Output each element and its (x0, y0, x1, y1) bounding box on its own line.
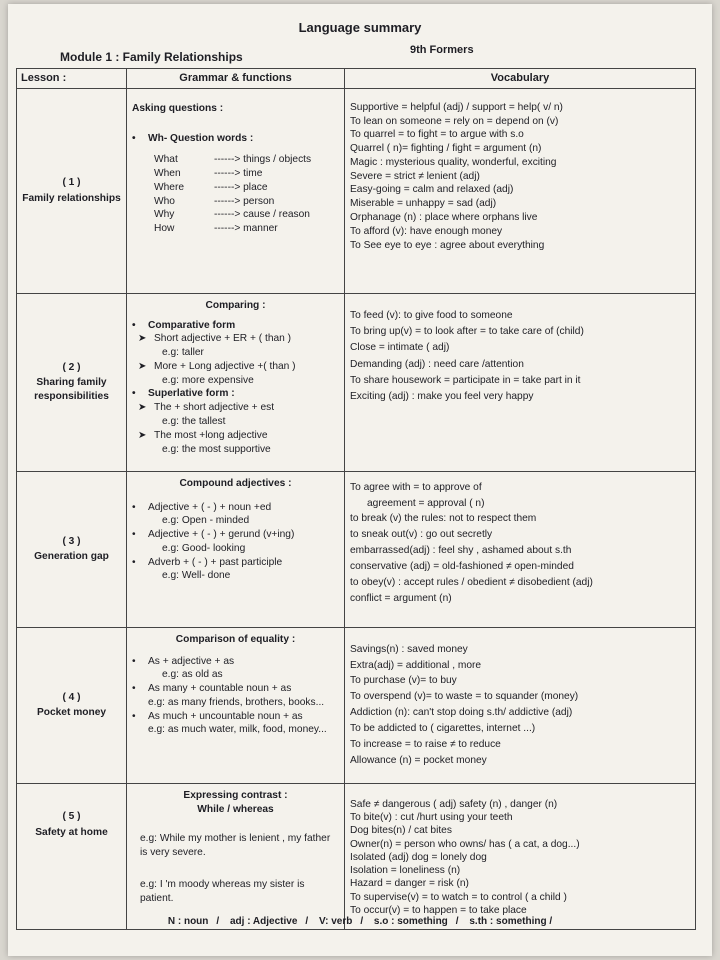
vocab-line: Supportive = helpful (adj) / support = help( v/ n) (350, 101, 563, 113)
vocab-line: To feed (v): to give food to someone (350, 309, 513, 321)
vocab-line: Close = intimate ( adj) (350, 342, 450, 354)
grammar-example: e.g: I 'm moody whereas my sister is patient. (140, 878, 305, 904)
lesson-name: Pocket money (36, 707, 107, 719)
page-title: Language summary (298, 20, 422, 35)
module-label: Module 1 : Family Relationships (60, 50, 243, 64)
vocabulary-cell (345, 783, 696, 929)
vocab-line: to obey(v) : accept rules / obedient ≠ disobedient (adj) (350, 576, 593, 588)
grammar-title: Asking questions : (132, 102, 224, 114)
vocabulary-cell (345, 293, 696, 471)
vocab-line: To lean on someone = rely on = depend on (v) (350, 115, 559, 127)
lesson-column-header: Lesson : (17, 69, 127, 89)
vocab-line: Magic : mysterious quality, wonderful, exciting (350, 156, 557, 168)
vocab-line: Isolated (adj) dog = lonely dog (350, 851, 487, 863)
table-row (17, 88, 696, 293)
wh-word: When (154, 168, 181, 180)
vocabulary-cell (345, 627, 696, 783)
vocab-line: To bite(v) : cut /hurt using your teeth (350, 812, 513, 824)
vocab-line: agreement = approval ( n) (350, 497, 485, 509)
legend-item: N : noun (167, 916, 209, 927)
grammar-line: ➤ The most +long adjective (138, 429, 268, 441)
lesson-cell (17, 88, 127, 293)
lesson-cell (17, 471, 127, 627)
vocab-line: Miserable = unhappy = sad (adj) (350, 198, 497, 210)
lesson-name: Family relationships (22, 192, 121, 204)
grammar-example: e.g: Well- done (162, 570, 231, 582)
vocab-line: Isolation = loneliness (n) (350, 865, 461, 877)
grammar-line: • Adjective + ( - ) + noun +ed (132, 501, 272, 513)
vocab-line: Demanding (adj) : need care /attention (350, 358, 524, 370)
lesson-number: ( 4 ) (62, 691, 81, 703)
grammar-cell (127, 88, 345, 293)
grammar-column-header: Grammar & functions (127, 69, 345, 89)
legend-item: s.o : something (373, 916, 448, 927)
grammar-title: Expressing contrast : (183, 789, 288, 801)
grammar-example: e.g: as much water, milk, food, money... (148, 724, 327, 736)
grammar-line: • As much + uncountable noun + as (132, 710, 303, 722)
grammar-line: • As + adjective + as (132, 655, 235, 667)
vocab-line: to break (v) the rules: not to respect them (350, 513, 537, 525)
vocabulary-cell (345, 88, 696, 293)
grammar-example: e.g: more expensive (162, 374, 254, 386)
abbreviation-legend: N : noun / adj : Adjective / V: verb / s.o : something / s.th : something / (167, 916, 553, 927)
vocab-line: embarrassed(adj) : feel shy , ashamed about s.th (350, 545, 572, 557)
grammar-line: ➤ More + Long adjective +( than ) (138, 360, 296, 372)
grammar-cell (127, 627, 345, 783)
wh-meaning: ------> things / objects (214, 154, 312, 166)
vocab-line: Dog bites(n) / cat bites (350, 825, 452, 837)
grammar-example: e.g: Open - minded (162, 515, 250, 527)
grammar-line: ➤ Short adjective + ER + ( than ) (138, 333, 292, 345)
grammar-title: Comparing : (205, 299, 266, 311)
vocab-line: To increase = to raise ≠ to reduce (350, 738, 501, 750)
grammar-cell (127, 783, 345, 929)
wh-meaning: ------> person (214, 195, 275, 207)
legend-item: s.th : something / (469, 916, 553, 927)
formers-label: 9th Formers (410, 44, 474, 56)
wh-words-list (132, 153, 339, 236)
vocab-line: To share housework = participate in = take part in it (350, 375, 581, 387)
vocabulary-cell (345, 471, 696, 627)
vocab-line: Exciting (adj) : make you feel very happy (350, 391, 534, 403)
vocab-line: Owner(n) = person who owns/ has ( a cat, a dog...) (350, 838, 580, 850)
lesson-name: Sharing family responsibilities (34, 377, 109, 403)
grammar-line: ➤ The + short adjective + est (138, 402, 275, 414)
grammar-line: • As many + countable noun + as (132, 683, 292, 695)
grammar-example: e.g: as many friends, brothers, books... (148, 696, 325, 708)
vocab-line: To overspend (v)= to waste = to squander (money) (350, 691, 579, 703)
lesson-number: ( 3 ) (62, 535, 81, 547)
vocab-line: Severe = strict ≠ lenient (adj) (350, 170, 480, 182)
grammar-cell (127, 471, 345, 627)
wh-word: Where (154, 181, 185, 193)
grammar-line: • Adverb + ( - ) + past participle (132, 556, 283, 568)
lesson-cell (17, 783, 127, 929)
grammar-cell (127, 293, 345, 471)
vocab-line: to sneak out(v) : go out secretly (350, 529, 493, 541)
lesson-cell (17, 627, 127, 783)
vocab-line: To afford (v): have enough money (350, 225, 503, 237)
table-row (17, 293, 696, 471)
vocab-line: To See eye to eye : agree about everything (350, 239, 545, 251)
summary-table (16, 68, 696, 930)
vocab-line: Savings(n) : saved money (350, 643, 468, 655)
grammar-example: e.g: Good- looking (162, 542, 246, 554)
vocab-line: Hazard = danger = risk (n) (350, 878, 469, 890)
legend-item: adj : Adjective (229, 916, 298, 927)
grammar-subtitle: While / whereas (197, 803, 274, 815)
table-row (17, 627, 696, 783)
wh-meaning: ------> cause / reason (214, 209, 310, 221)
vocab-line: Extra(adj) = additional , more (350, 659, 482, 671)
vocab-line: To occur(v) = to happen = to take place (350, 904, 527, 916)
grammar-example: e.g: taller (162, 347, 204, 359)
vocab-line: Easy-going = calm and relaxed (adj) (350, 184, 514, 196)
grammar-example: e.g: as old as (162, 669, 223, 681)
legend-item: V: verb (318, 916, 353, 927)
wh-meaning: ------> time (214, 168, 263, 180)
document-page (8, 4, 712, 956)
vocabulary-column-header: Vocabulary (345, 69, 696, 89)
table-row (17, 783, 696, 929)
vocab-line: Allowance (n) = pocket money (350, 754, 487, 766)
grammar-line: • Adjective + ( - ) + gerund (v+ing) (132, 529, 295, 541)
grammar-title: Comparison of equality : (175, 633, 296, 645)
wh-meaning: ------> place (214, 181, 268, 193)
vocab-line: To bring up(v) = to look after = to take care of (child) (350, 326, 584, 338)
grammar-line: • Superlative form : (132, 388, 235, 400)
vocab-line: To quarrel = to fight = to argue with s.o (350, 129, 524, 141)
wh-word: How (154, 223, 175, 235)
lesson-number: ( 1 ) (62, 177, 81, 189)
vocab-line: To purchase (v)= to buy (350, 675, 457, 687)
grammar-example: e.g: the most supportive (162, 443, 271, 455)
table-row (17, 471, 696, 627)
vocab-line: To supervise(v) = to watch = to control ( a child ) (350, 891, 567, 903)
grammar-example: e.g: While my mother is lenient , my father is very severe. (140, 833, 331, 859)
grammar-bullet: • Wh- Question words : (132, 132, 254, 144)
vocab-line: conservative (adj) = old-fashioned ≠ open-minded (350, 560, 574, 572)
table-header-row (17, 69, 696, 89)
lesson-number: ( 5 ) (62, 810, 81, 822)
vocab-line: conflict = argument (n) (350, 592, 452, 604)
vocab-line: Quarrel ( n)= fighting / fight = argument (n) (350, 143, 542, 155)
grammar-line: • Comparative form (132, 319, 236, 331)
vocab-line: Addiction (n): can't stop doing s.th/ addictive (adj) (350, 707, 573, 719)
wh-word: Who (154, 195, 175, 207)
lesson-cell (17, 293, 127, 471)
grammar-title: Compound adjectives : (179, 477, 292, 489)
lesson-name: Generation gap (34, 551, 109, 563)
vocab-line: Orphanage (n) : place where orphans live (350, 211, 538, 223)
wh-word: Why (154, 209, 175, 221)
grammar-example: e.g: the tallest (162, 415, 226, 427)
vocab-line: To be addicted to ( cigarettes, internet ...) (350, 722, 536, 734)
lesson-name: Safety at home (35, 826, 108, 838)
lesson-number: ( 2 ) (62, 361, 81, 373)
wh-meaning: ------> manner (214, 223, 278, 235)
wh-word: What (154, 154, 178, 166)
vocab-line: Safe ≠ dangerous ( adj) safety (n) , danger (n) (350, 798, 558, 810)
vocab-line: To agree with = to approve of (350, 481, 482, 493)
